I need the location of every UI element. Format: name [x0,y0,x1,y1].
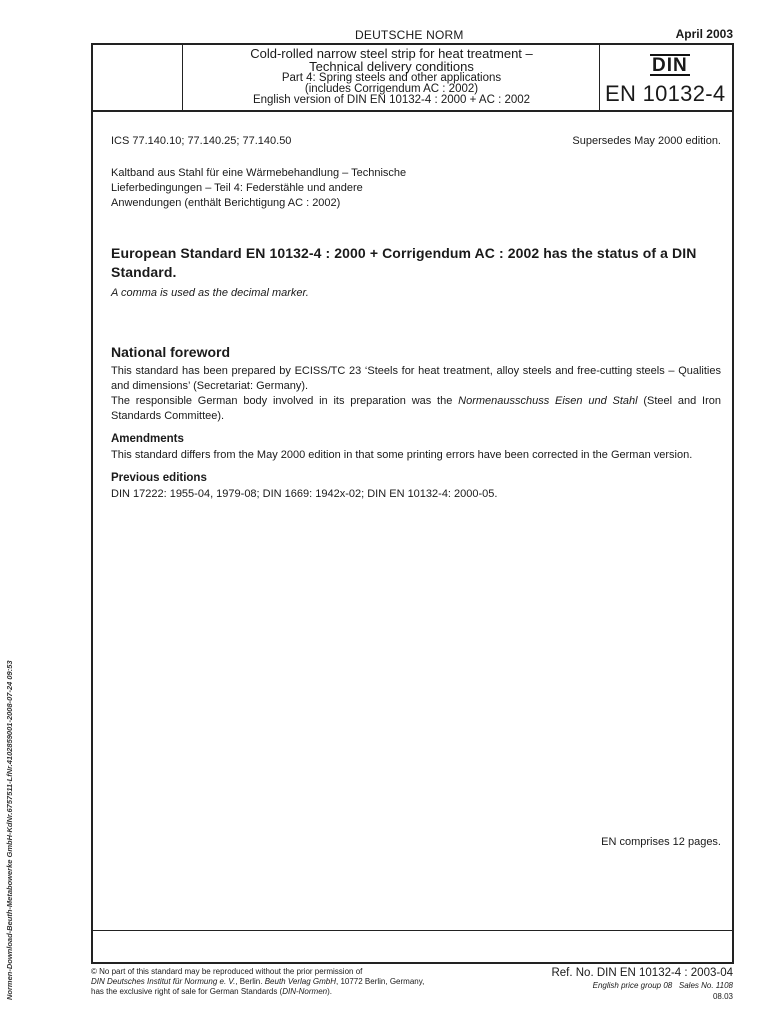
german-title-line-1: Kaltband aus Stahl für eine Wärmebehandlung – Technische [111,167,407,179]
foreword-paragraph-1: This standard has been prepared by ECISS/TC 23 ‘Steels for heat treatment, alloy steels and free-cutting steels – Qualities and dimensions’ (Secretariat: Germany). [111,365,721,392]
ics-codes: ICS 77.140.10; 77.140.25; 77.140.50 [111,135,292,147]
page-count-note: EN comprises 12 pages. [601,836,721,848]
din-normen: DIN-Normen [282,987,328,996]
copyright-notice [91,967,491,997]
document-type-label: DEUTSCHE NORM [355,28,464,42]
din-institute-name: DIN Deutsches Institut für Normung e. V. [91,977,236,986]
decimal-marker-note: A comma is used as the decimal marker. [111,287,309,299]
download-watermark: Normen-Download-Beuth-Metabowerke GmbH-KdNr.6757511-LfNr.4102859001-2008-07-24 09:53 [5,660,14,1000]
beuth-name: Beuth Verlag GmbH [264,977,336,986]
header-blank-cell [93,45,183,110]
title-line-2: Technical delivery conditions [309,59,474,74]
german-title [111,166,721,211]
price-sales-line [551,980,733,991]
copyright-line-3-start: has the exclusive right of sale for German Standards ( [91,987,283,996]
version-line: English version of DIN EN 10132-4 : 2000 + AC : 2002 [252,94,531,106]
price-group: English price group 08 [592,981,673,990]
title-line-1: Cold-rolled narrow steel strip for heat treatment – [250,46,533,61]
supersedes-note: Supersedes May 2000 edition. [572,135,721,147]
foreword-paragraph-2-end: (Steel and Iron Standards Committee). [111,395,721,422]
previous-editions-heading: Previous editions [111,472,207,484]
copyright-line-1-text: No part of this standard may be reproduced without the prior permission of [96,967,363,976]
national-foreword-heading: National foreword [111,344,231,360]
din-cell [601,45,732,110]
copyright-line-2-mid: , Berlin. [235,977,265,986]
copyright-line-1 [91,967,491,977]
previous-editions-text: DIN 17222: 1955-04, 1979-08; DIN 1669: 1942x-02; DIN EN 10132-4: 2000-05. [111,488,498,500]
print-code: 08.03 [712,992,733,1001]
amendments-text: This standard differs from the May 2000 edition in that some printing errors have been corrected in the German version. [111,449,693,461]
copyright-line-2-end: , 10772 Berlin, Germany, [336,977,425,986]
status-statement: European Standard EN 10132-4 : 2000 + Corrigendum AC : 2002 has the status of a DIN Standard. [111,245,697,280]
part-line: Part 4: Spring steels and other applications [281,72,502,84]
sales-number: Sales No. 1108 [678,981,733,990]
copyright-line-3 [91,987,491,997]
foreword-paragraph-2 [111,394,721,424]
bottom-divider [93,930,732,931]
committee-name: Normenausschuss Eisen und Stahl [458,395,638,407]
header-row [93,45,732,112]
din-logo: DIN [652,55,688,76]
german-title-line-3: Anwendungen (enthält Berichtigung AC : 2002) [111,197,341,209]
foreword-paragraph-2-start: The responsible German body involved in its preparation was the [111,395,459,407]
german-title-line-2: Lieferbedingungen – Teil 4: Federstähle und andere [111,182,363,194]
standard-number: EN 10132-4 [605,81,726,106]
amendments-heading: Amendments [111,433,184,445]
copyright-line-3-end: ). [327,987,332,996]
standard-frame [91,43,734,964]
header-title-cell [184,45,600,110]
copyright-line-2 [91,977,491,987]
copyright-symbol: © [91,967,97,976]
ics-row [111,135,721,151]
reference-number: Ref. No. DIN EN 10132-4 : 2003-04 [551,967,733,979]
main-content [111,135,721,848]
corrigendum-line: (includes Corrigendum AC : 2002) [304,83,479,95]
publication-date: April 2003 [675,27,733,41]
reference-block [551,967,733,1002]
